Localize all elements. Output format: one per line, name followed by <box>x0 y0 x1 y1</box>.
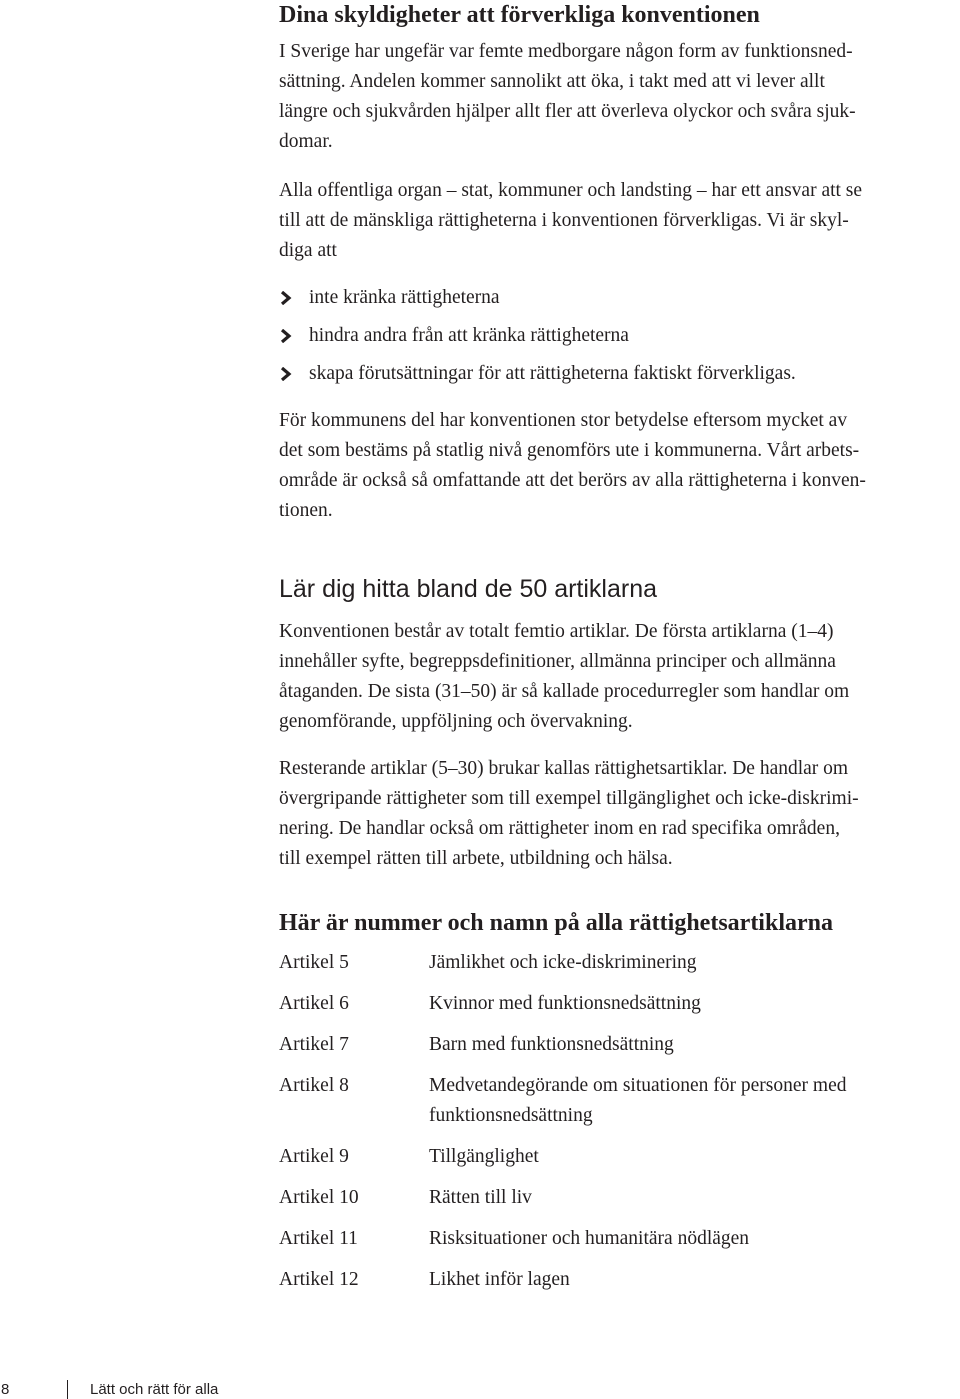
page-footer <box>0 1380 300 1399</box>
paragraph-article-structure <box>279 617 960 737</box>
article-number: Artikel 10 <box>279 1187 359 1208</box>
text-line: Resterande artiklar (5–30) brukar kallas rättighetsartiklar. De handlar om <box>279 758 849 779</box>
chevron-right-icon <box>279 329 293 343</box>
article-number: Artikel 9 <box>279 1146 349 1167</box>
article-name: Kvinnor med funktionsnedsättning <box>429 993 701 1014</box>
section-title-article-list: Här är nummer och namn på alla rättighetsartiklarna <box>279 910 833 936</box>
paragraph-population <box>279 37 960 157</box>
table-row <box>279 1224 929 1265</box>
text-line: Alla offentliga organ – stat, kommuner och landsting – har ett ansvar att se <box>279 180 863 201</box>
text-line: I Sverige har ungefär var femte medborgare någon form av funktionsned- <box>279 41 853 62</box>
text-line: nering. De handlar också om rättigheter inom en rad specifika områden, <box>279 818 840 839</box>
article-number: Artikel 5 <box>279 952 349 973</box>
articles-table <box>279 948 929 1306</box>
section-title-duties: Dina skyldigheter att förverkliga konventionen <box>279 2 760 28</box>
chevron-right-icon <box>279 367 293 381</box>
text-line: genomförande, uppföljning och övervakning. <box>279 711 633 732</box>
list-item-text: inte kränka rättigheterna <box>309 287 500 308</box>
footer-divider <box>67 1380 68 1399</box>
article-name: Barn med funktionsnedsättning <box>429 1034 674 1055</box>
article-number: Artikel 8 <box>279 1075 349 1096</box>
text-line: längre och sjukvården hjälper allt fler att överleva olyckor och svåra sjuk- <box>279 101 856 122</box>
publication-title: Lätt och rätt för alla <box>90 1381 219 1398</box>
text-line: domar. <box>279 131 333 152</box>
article-number: Artikel 11 <box>279 1228 358 1249</box>
list-item <box>279 359 960 397</box>
article-name: Rätten till liv <box>429 1187 532 1208</box>
article-name: Jämlikhet och icke-diskriminering <box>429 952 697 973</box>
table-row <box>279 1265 929 1306</box>
document-page <box>279 0 960 1306</box>
text-line: område är också så omfattande att det berörs av alla rättigheterna i konven- <box>279 470 866 491</box>
section-title-articles: Lär dig hitta bland de 50 artiklarna <box>279 575 658 603</box>
table-row <box>279 948 929 989</box>
text-line: åtaganden. De sista (31–50) är så kallade procedurregler som handlar om <box>279 681 850 702</box>
text-line: till att de mänskliga rättigheterna i konventionen förverkligas. Vi är skyl- <box>279 210 849 231</box>
text-line: diga att <box>279 240 337 261</box>
text-line: till exempel rätten till arbete, utbildning och hälsa. <box>279 848 673 869</box>
page-number: 8 <box>1 1381 10 1398</box>
table-row <box>279 1142 929 1183</box>
paragraph-rights-articles <box>279 754 960 874</box>
article-number: Artikel 12 <box>279 1269 359 1290</box>
article-name: Risksituationer och humanitära nödlägen <box>429 1228 750 1249</box>
duties-list <box>279 283 960 397</box>
article-name: Tillgänglighet <box>429 1146 539 1167</box>
text-line: För kommunens del har konventionen stor betydelse eftersom mycket av <box>279 410 848 431</box>
text-line: sättning. Andelen kommer sannolikt att öka, i takt med att vi lever allt <box>279 71 825 92</box>
text-line: innehåller syfte, begreppsdefinitioner, allmänna principer och allmänna <box>279 651 836 672</box>
article-number: Artikel 6 <box>279 993 349 1014</box>
list-item <box>279 321 960 359</box>
table-row <box>279 989 929 1030</box>
paragraph-municipality <box>279 406 960 526</box>
table-row <box>279 1030 929 1071</box>
article-name: Medvetandegörande om situationen för personer med funktionsnedsättning <box>429 1075 847 1126</box>
article-number: Artikel 7 <box>279 1034 349 1055</box>
text-line: övergripande rättigheter som till exempel tillgänglighet och icke-diskrimi- <box>279 788 859 809</box>
list-item-text: hindra andra från att kränka rättigheterna <box>309 325 629 346</box>
article-name: Likhet inför lagen <box>429 1269 570 1290</box>
table-row <box>279 1183 929 1224</box>
text-line: Konventionen består av totalt femtio artiklar. De första artiklarna (1–4) <box>279 621 834 642</box>
list-item <box>279 283 960 321</box>
text-line: det som bestäms på statlig nivå genomförs ute i kommunerna. Vårt arbets- <box>279 440 860 461</box>
list-item-text: skapa förutsättningar för att rättigheterna faktiskt förverkligas. <box>309 363 796 384</box>
table-row <box>279 1071 929 1142</box>
text-line: tionen. <box>279 500 333 521</box>
chevron-right-icon <box>279 291 293 305</box>
paragraph-public-bodies <box>279 176 960 266</box>
